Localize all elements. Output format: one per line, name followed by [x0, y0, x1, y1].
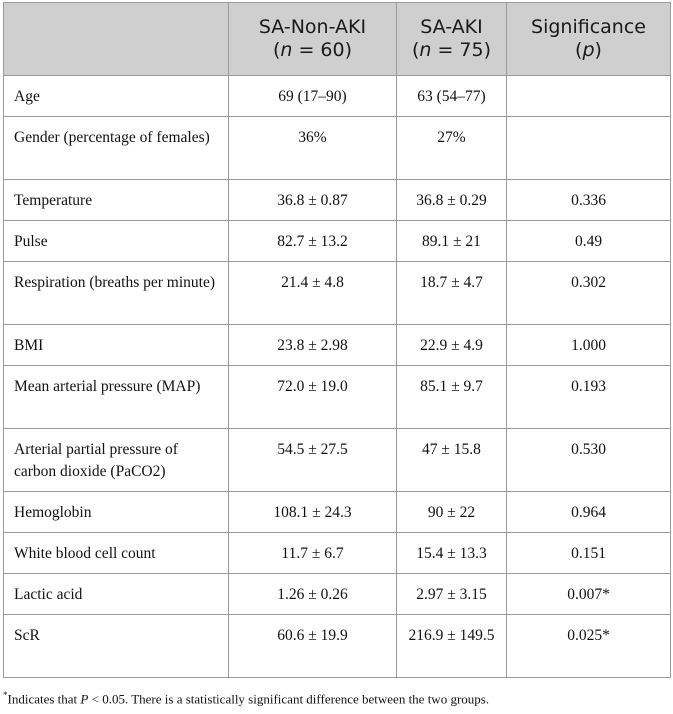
- table-row: [4, 117, 671, 180]
- aki-value: 90 ± 22: [397, 492, 507, 533]
- row-label: Hemoglobin: [4, 492, 229, 533]
- row-label: Respiration (breaths per minute): [4, 262, 229, 325]
- table-container: [3, 2, 670, 678]
- p-value: 0.151: [507, 533, 671, 574]
- header-non-aki: SA-Non-AKI (n = 60): [229, 3, 397, 76]
- p-value: 0.007*: [507, 574, 671, 615]
- header-row: [4, 3, 671, 76]
- p-value: [507, 76, 671, 117]
- p-value: 0.530: [507, 429, 671, 492]
- aki-value: 36.8 ± 0.29: [397, 180, 507, 221]
- non-aki-value: 23.8 ± 2.98: [229, 325, 397, 366]
- aki-value: 216.9 ± 149.5: [397, 615, 507, 678]
- non-aki-value: 72.0 ± 19.0: [229, 366, 397, 429]
- non-aki-value: 82.7 ± 13.2: [229, 221, 397, 262]
- aki-value: 89.1 ± 21: [397, 221, 507, 262]
- p-value: 1.000: [507, 325, 671, 366]
- table-row: [4, 574, 671, 615]
- aki-value: 22.9 ± 4.9: [397, 325, 507, 366]
- table-body: [4, 76, 671, 678]
- header-non-aki-title: SA-Non-AKI: [258, 16, 367, 38]
- aki-value: 2.97 ± 3.15: [397, 574, 507, 615]
- aki-value: 18.7 ± 4.7: [397, 262, 507, 325]
- p-value: 0.302: [507, 262, 671, 325]
- table-row: [4, 492, 671, 533]
- footnote-mark: *: [3, 690, 8, 700]
- p-value: 0.964: [507, 492, 671, 533]
- row-label: BMI: [4, 325, 229, 366]
- table-row: [4, 533, 671, 574]
- aki-value: 15.4 ± 13.3: [397, 533, 507, 574]
- row-label: Lactic acid: [4, 574, 229, 615]
- header-significance: Significance (p): [507, 3, 671, 76]
- p-value: 0.193: [507, 366, 671, 429]
- header-aki: SA-AKI (n = 75): [397, 3, 507, 76]
- header-aki-title: SA-AKI: [420, 16, 483, 38]
- row-label: Mean arterial pressure (MAP): [4, 366, 229, 429]
- header-significance-title: Significance: [531, 16, 646, 38]
- non-aki-value: 1.26 ± 0.26: [229, 574, 397, 615]
- aki-value: 85.1 ± 9.7: [397, 366, 507, 429]
- row-label: White blood cell count: [4, 533, 229, 574]
- p-value: [507, 117, 671, 180]
- row-label: Age: [4, 76, 229, 117]
- p-value: 0.49: [507, 221, 671, 262]
- header-non-aki-n-var: n: [280, 39, 293, 61]
- header-aki-n-var: n: [419, 39, 432, 61]
- non-aki-value: 21.4 ± 4.8: [229, 262, 397, 325]
- table-row: [4, 180, 671, 221]
- table-row: [4, 366, 671, 429]
- p-value: 0.336: [507, 180, 671, 221]
- non-aki-value: 54.5 ± 27.5: [229, 429, 397, 492]
- aki-value: 47 ± 15.8: [397, 429, 507, 492]
- footnote: *Indicates that P < 0.05. There is a statistically significant difference between the two groups.: [3, 690, 490, 707]
- header-blank: [4, 3, 229, 76]
- table-row: [4, 262, 671, 325]
- header-significance-p-var: p: [582, 39, 595, 61]
- aki-value: 27%: [397, 117, 507, 180]
- row-label: Arterial partial pressure of carbon dioxide (PaCO2): [4, 429, 229, 492]
- non-aki-value: 11.7 ± 6.7: [229, 533, 397, 574]
- table-row: [4, 325, 671, 366]
- row-label: Temperature: [4, 180, 229, 221]
- comparison-table: [3, 2, 671, 678]
- non-aki-value: 36.8 ± 0.87: [229, 180, 397, 221]
- header-aki-n: = 75): [431, 39, 492, 61]
- non-aki-value: 69 (17–90): [229, 76, 397, 117]
- non-aki-value: 108.1 ± 24.3: [229, 492, 397, 533]
- header-non-aki-n: = 60): [292, 39, 353, 61]
- table-row: [4, 615, 671, 678]
- table-row: [4, 429, 671, 492]
- non-aki-value: 36%: [229, 117, 397, 180]
- row-label: Gender (percentage of females): [4, 117, 229, 180]
- p-value: 0.025*: [507, 615, 671, 678]
- table-row: [4, 221, 671, 262]
- row-label: ScR: [4, 615, 229, 678]
- footnote-var: P: [80, 691, 89, 707]
- aki-value: 63 (54–77): [397, 76, 507, 117]
- row-label: Pulse: [4, 221, 229, 262]
- table-row: [4, 76, 671, 117]
- non-aki-value: 60.6 ± 19.9: [229, 615, 397, 678]
